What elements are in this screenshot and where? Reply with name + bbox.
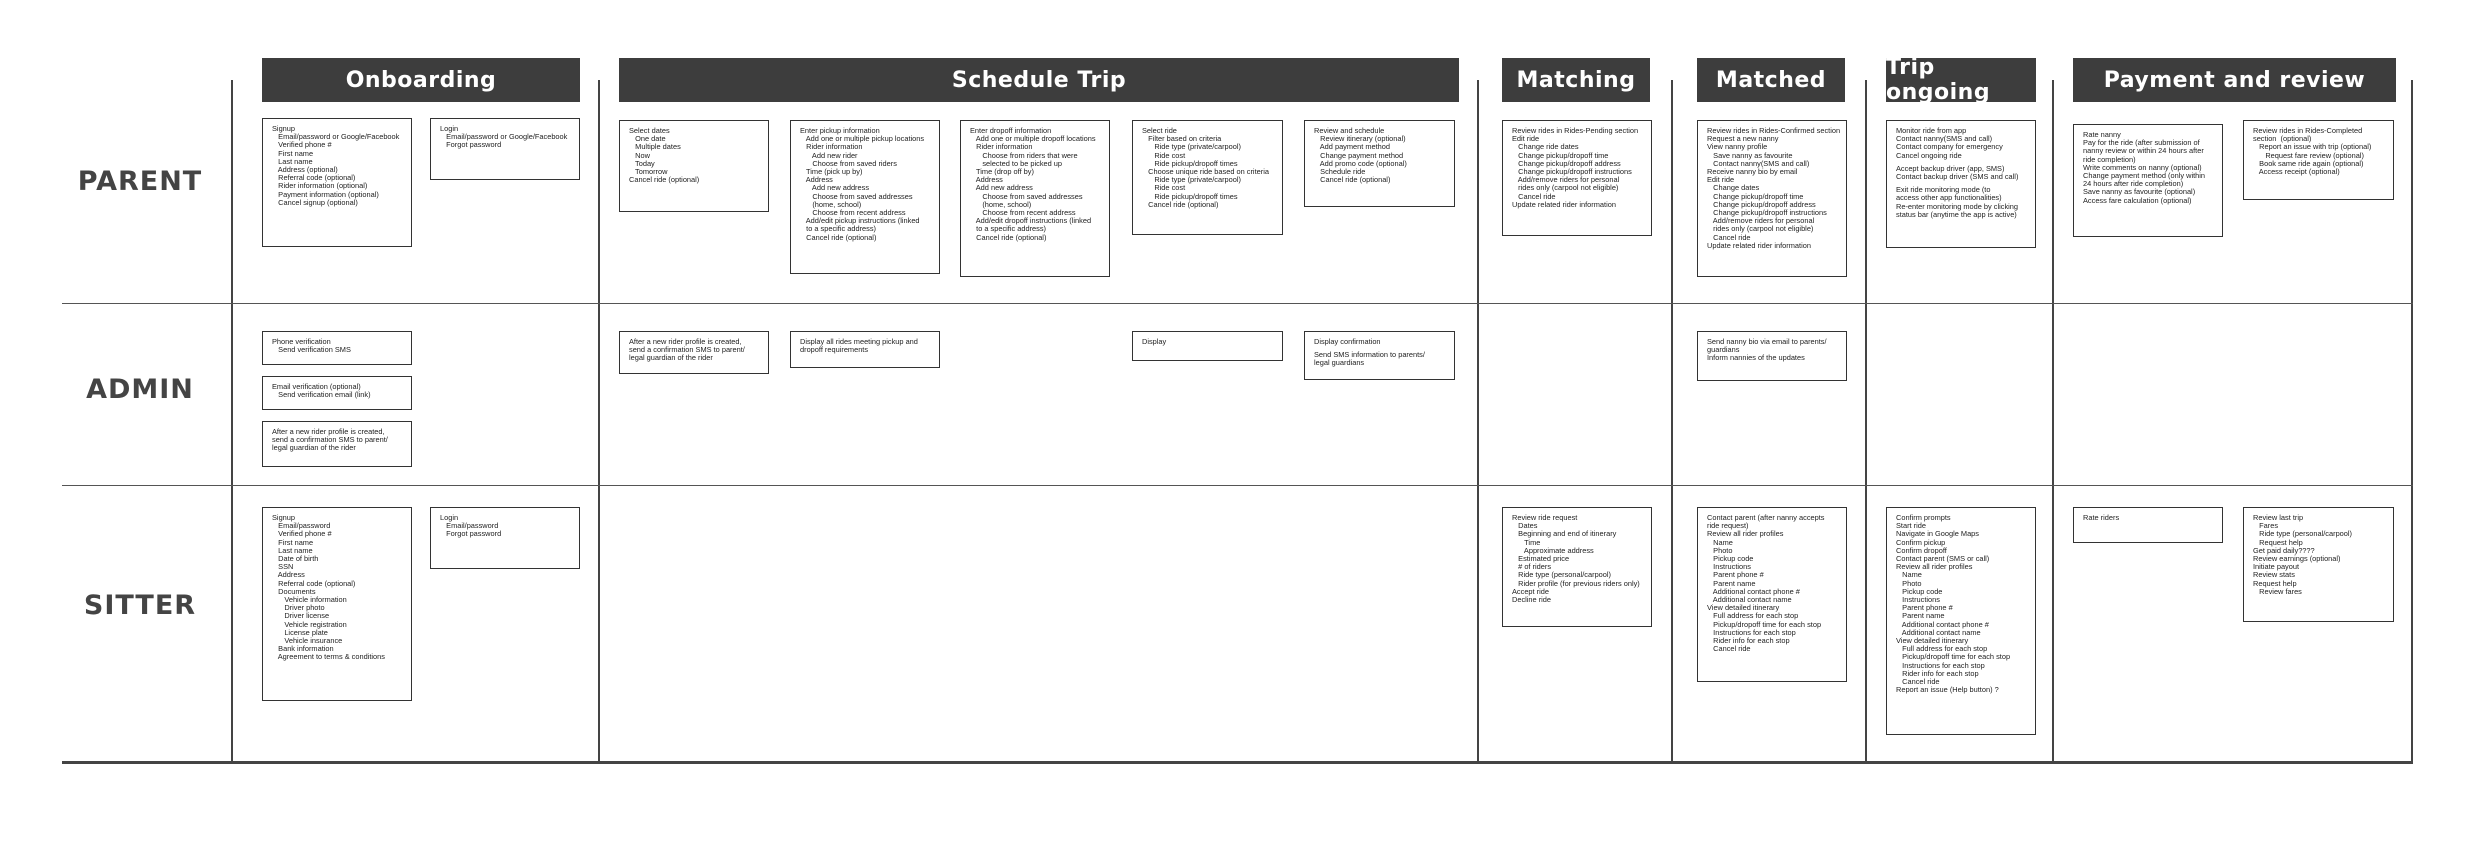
card-line: Cancel ride: [1896, 677, 1940, 687]
card-line: Rate nanny: [2083, 130, 2121, 139]
card-line: Review itinerary (optional): [1314, 134, 1406, 144]
card-line: Parent name: [1707, 578, 1756, 588]
card-line: Vehicle registration: [272, 619, 347, 629]
card-line: Pickup code: [1707, 554, 1754, 564]
grid-line: [62, 761, 2413, 764]
card-line: Cancel ride: [1512, 191, 1556, 201]
card-line: Send SMS information to parents/: [1314, 350, 1425, 360]
card-line: Full address for each stop: [1707, 611, 1799, 621]
card-line: 24 hours after ride completion): [2083, 179, 2184, 189]
card-line: Fares: [2253, 521, 2279, 531]
card-line: Navigate in Google Maps: [1896, 529, 1979, 539]
card-line: Monitor ride from app: [1896, 126, 1967, 135]
card-line: Today: [629, 158, 655, 168]
card-line: Cancel signup (optional): [272, 197, 358, 207]
card-line: Ride type (private/carpool): [1142, 175, 1241, 185]
card-line: Change ride dates: [1512, 142, 1579, 152]
grid-line: [62, 485, 2413, 486]
card-line: Initiate payout: [2253, 562, 2300, 572]
card-line: Rider information: [800, 142, 863, 152]
card-line: Ride cost: [1142, 150, 1186, 160]
card-line: Schedule ride: [1314, 167, 1366, 177]
card-line: Photo: [1707, 545, 1733, 555]
card-line: # of riders: [1512, 562, 1552, 572]
card-line: Dates: [1512, 521, 1538, 531]
header-onboarding: Onboarding: [262, 58, 580, 102]
card-line: Address: [800, 175, 833, 185]
card-line: Add new rider: [800, 150, 858, 160]
card-line: Driver license: [272, 611, 330, 621]
card-line: Referral code (optional): [272, 578, 356, 588]
card-line: Name: [1896, 570, 1922, 580]
card-line: Add/edit dropoff instructions (linked: [970, 216, 1092, 226]
card-line: Receive nanny bio by email: [1707, 167, 1798, 177]
card-line: Cancel ride (optional): [629, 175, 700, 185]
card-line: Review rides in Rides-Pending section: [1512, 126, 1639, 135]
card-line: Contact parent (after nanny accepts: [1707, 513, 1825, 522]
card-line: Time: [1512, 537, 1541, 547]
card-line: Rider information (optional): [272, 181, 368, 191]
card-line: Additional contact phone #: [1707, 586, 1800, 596]
card-line: Display: [1142, 337, 1167, 346]
card-line: Add one or multiple pickup locations: [800, 134, 925, 144]
card-line: status bar (anytime the app is active): [1896, 209, 2017, 219]
card-line: Cancel ride: [1707, 644, 1751, 654]
card-line: Add/edit pickup instructions (linked: [800, 216, 920, 226]
header-schedule-trip: Schedule Trip: [619, 58, 1459, 102]
card-line: Re-enter monitoring mode by clicking: [1896, 201, 2018, 211]
card-line: dropoff requirements: [800, 345, 869, 355]
card-line: Cancel ride (optional): [1314, 175, 1391, 185]
card-line: selected to be picked up: [970, 158, 1063, 168]
grid-line: [598, 80, 600, 762]
card-line: Confirm dropoff: [1896, 545, 1947, 555]
card-line: send a confirmation SMS to parent/: [629, 345, 745, 355]
card-line: Select dates: [629, 126, 670, 135]
card-line: legal guardians: [1314, 358, 1365, 368]
card-line: Instructions: [1896, 595, 1940, 605]
card-line: Driver photo: [272, 603, 325, 613]
admin-rider-profile-card: [262, 421, 412, 467]
card-line: Last name: [272, 545, 313, 555]
card-line: Review fares: [2253, 586, 2302, 596]
card-line: First name: [272, 537, 314, 547]
card-line: Send verification SMS: [272, 345, 351, 355]
parent-pickup-card: [790, 120, 940, 274]
card-line: Add/remove riders for personal: [1707, 216, 1815, 226]
card-line: After a new rider profile is created,: [629, 337, 742, 346]
parent-matched-card: [1697, 120, 1847, 277]
grid-line: [1865, 80, 1867, 762]
card-line: access other app functionalities): [1896, 193, 2002, 203]
card-line: Time (pick up by): [800, 167, 863, 177]
card-line: Cancel ride: [1707, 232, 1751, 242]
parent-matching-card: [1502, 120, 1652, 236]
card-line: Email/password or Google/Facebook: [440, 132, 568, 142]
card-line: Inform nannies of the updates: [1707, 353, 1805, 363]
card-line: Write comments on nanny (optional): [2083, 162, 2202, 172]
card-line: Multiple dates: [629, 142, 681, 152]
card-line: Change pickup/dropoff time: [1707, 191, 1804, 201]
card-line: Rider info for each stop: [1707, 636, 1790, 646]
card-line: Cancel ride (optional): [800, 232, 877, 242]
card-line: Cancel ride (optional): [1142, 199, 1219, 209]
card-line: Verified phone #: [272, 140, 332, 150]
card-line: Signup: [272, 124, 296, 133]
card-line: Add one or multiple dropoff locations: [970, 134, 1096, 144]
card-line: Review stats: [2253, 570, 2295, 580]
card-line: Referral code (optional): [272, 173, 356, 183]
card-line: Now: [629, 150, 650, 160]
grid-line: [1477, 80, 1479, 762]
card-line: Vehicle information: [272, 595, 347, 605]
card-line: Enter pickup information: [800, 126, 880, 135]
card-line: Book same ride again (optional): [2253, 158, 2364, 168]
card-line: legal guardian of the rider: [272, 443, 356, 453]
card-line: Payment information (optional): [272, 189, 379, 199]
card-line: (home, school): [800, 199, 862, 209]
sitter-matching-card: [1502, 507, 1652, 627]
card-line: Request a new nanny: [1707, 134, 1779, 144]
card-line: Accept ride: [1512, 586, 1549, 596]
card-line: Forgot password: [440, 529, 502, 539]
card-line: Access receipt (optional): [2253, 167, 2340, 177]
card-line: Enter dropoff information: [970, 126, 1052, 135]
admin-display-rides-card: [790, 331, 940, 368]
card-line: Ride pickup/dropoff times: [1142, 158, 1238, 168]
card-line: License plate: [272, 627, 328, 637]
card-line: Accept backup driver (app, SMS): [1896, 163, 2005, 173]
sitter-matched-card: [1697, 507, 1847, 682]
card-line: Beginning and end of itinerary: [1512, 529, 1617, 539]
card-line: Verified phone #: [272, 529, 332, 539]
card-line: ride request): [1707, 521, 1749, 531]
card-line: send a confirmation SMS to parent/: [272, 435, 388, 445]
card-line: Review all rider profiles: [1707, 529, 1784, 539]
card-line: Edit ride: [1512, 134, 1540, 144]
card-line: Rider info for each stop: [1896, 668, 1979, 678]
card-line: View detailed itinerary: [1707, 603, 1780, 613]
card-line: rides only (carpool not eligible): [1707, 224, 1814, 234]
card-line: Rate riders: [2083, 513, 2120, 522]
card-line: Update related rider information: [1512, 199, 1616, 209]
card-line: Choose unique ride based on criteria: [1142, 167, 1269, 177]
card-line: Address: [272, 570, 305, 580]
card-line: Email/password: [272, 521, 331, 531]
card-line: Parent phone #: [1707, 570, 1764, 580]
card-line: Change payment method (only within: [2083, 171, 2206, 181]
sitter-review-trip-card: [2243, 507, 2394, 622]
row-label-parent: PARENT: [77, 166, 203, 197]
card-line: Send verification email (link): [272, 390, 371, 400]
card-line: Agreement to terms & conditions: [272, 652, 385, 662]
card-line: Vehicle insurance: [272, 636, 343, 646]
card-line: Choose from saved addresses: [800, 191, 913, 201]
card-line: Ride type (personal/carpool): [1512, 570, 1612, 580]
card-line: Display all rides meeting pickup and: [800, 337, 918, 346]
card-line: Date of birth: [272, 554, 319, 564]
card-line: (home, school): [970, 199, 1032, 209]
card-line: Photo: [1896, 578, 1922, 588]
card-line: Tomorrow: [629, 167, 668, 177]
parent-dropoff-card: [960, 120, 1110, 277]
card-line: nanny review or within 24 hours after: [2083, 146, 2204, 156]
row-label-admin: ADMIN: [86, 374, 194, 405]
header-matched: Matched: [1697, 58, 1845, 102]
header-trip-ongoing: Trip ongoing: [1886, 58, 2036, 102]
card-line: Change pickup/dropoff time: [1512, 150, 1609, 160]
card-line: Update related rider information: [1707, 240, 1811, 250]
parent-select-ride-card: [1132, 120, 1283, 235]
card-line: Instructions for each stop: [1896, 660, 1985, 670]
card-line: Instructions: [1707, 562, 1751, 572]
card-line: Full address for each stop: [1896, 644, 1988, 654]
card-line: Name: [1707, 537, 1733, 547]
card-line: Ride type (personal/carpool): [2253, 529, 2353, 539]
card-line: Add new address: [970, 183, 1033, 193]
card-line: Approximate address: [1512, 545, 1594, 555]
card-line: legal guardian of the rider: [629, 353, 713, 363]
card-line: Instructions for each stop: [1707, 627, 1796, 637]
card-line: Address: [970, 175, 1003, 185]
sitter-login-card: [430, 507, 580, 569]
card-line: Pickup/dropoff time for each stop: [1896, 652, 2011, 662]
card-line: Address (optional): [272, 165, 338, 175]
card-line: Cancel ongoing ride: [1896, 150, 1962, 160]
card-line: Ride type (private/carpool): [1142, 142, 1241, 152]
card-line: Signup: [272, 513, 296, 522]
card-line: Choose from saved riders: [800, 158, 897, 168]
card-line: Review rides in Rides-Confirmed section: [1707, 126, 1841, 135]
parent-completed-rides-card: [2243, 120, 2394, 200]
parent-review-schedule-card: [1304, 120, 1455, 207]
card-line: Edit ride: [1707, 175, 1735, 185]
card-line: Additional contact name: [1896, 627, 1981, 637]
card-line: Request help: [2253, 578, 2297, 588]
card-line: Parent phone #: [1896, 603, 1953, 613]
card-line: Add/remove riders for personal: [1512, 175, 1620, 185]
card-line: Time (drop off by): [970, 167, 1034, 177]
grid-line: [231, 80, 233, 762]
card-line: Review earnings (optional): [2253, 554, 2341, 564]
card-line: Pay for the ride (after submission of: [2083, 138, 2200, 148]
card-line: Report an issue with trip (optional): [2253, 142, 2372, 152]
card-line: Change pickup/dropoff instructions: [1707, 208, 1827, 218]
card-line: Contact backup driver (SMS and call): [1896, 172, 2019, 182]
card-line: Phone verification: [272, 337, 331, 346]
header-matching: Matching: [1502, 58, 1650, 102]
card-line: Get paid daily????: [2253, 545, 2315, 555]
card-line: Send nanny bio via email to parents/: [1707, 337, 1827, 346]
card-line: Change dates: [1707, 183, 1760, 193]
card-line: Review rides in Rides-Completed: [2253, 126, 2363, 135]
card-line: Exit ride monitoring mode (to: [1896, 185, 1991, 195]
parent-login-card: [430, 118, 580, 180]
card-line: rides only (carpool not eligible): [1512, 183, 1619, 193]
card-line: Login: [440, 513, 459, 522]
card-line: Contact company for emergency: [1896, 142, 2003, 152]
parent-rate-nanny-card: [2073, 124, 2223, 237]
card-line: Contact nanny(SMS and call): [1896, 134, 1993, 144]
card-line: Email/password: [440, 521, 499, 531]
card-line: Rider information: [970, 142, 1033, 152]
card-line: Rider profile (for previous riders only): [1512, 578, 1640, 588]
card-line: ride completion): [2083, 154, 2136, 164]
card-line: Documents: [272, 586, 316, 596]
card-line: to a specific address): [970, 224, 1046, 234]
card-line: After a new rider profile is created,: [272, 427, 385, 436]
card-line: guardians: [1707, 345, 1740, 355]
header-payment-review: Payment and review: [2073, 58, 2396, 102]
card-line: Request help: [2253, 537, 2303, 547]
card-line: Confirm pickup: [1896, 537, 1946, 547]
card-line: Choose from saved addresses: [970, 191, 1083, 201]
card-line: Review and schedule: [1314, 126, 1385, 135]
card-line: Additional contact name: [1707, 595, 1792, 605]
card-line: Login: [440, 124, 459, 133]
card-line: Bank information: [272, 644, 334, 654]
card-line: Save nanny as favourite: [1707, 150, 1793, 160]
card-line: Pickup/dropoff time for each stop: [1707, 619, 1822, 629]
card-line: View detailed itinerary: [1896, 636, 1969, 646]
grid-line: [62, 303, 2413, 304]
card-line: One date: [629, 134, 666, 144]
card-line: Cancel ride (optional): [970, 232, 1047, 242]
card-line: section (optional): [2253, 134, 2312, 144]
sitter-signup-card: [262, 507, 412, 701]
card-line: Add promo code (optional): [1314, 158, 1407, 168]
row-label-sitter: SITTER: [83, 590, 197, 621]
admin-display-card: [1132, 331, 1283, 361]
card-line: Ride cost: [1142, 183, 1186, 193]
sitter-rate-riders-card: [2073, 507, 2223, 543]
parent-signup-card: [262, 118, 412, 247]
card-line: Last name: [272, 156, 313, 166]
card-line: Report an issue (Help button) ?: [1896, 685, 1999, 695]
admin-rider-profile-schedule-card: [619, 331, 769, 374]
card-line: Add payment method: [1314, 142, 1391, 152]
card-line: Select ride: [1142, 126, 1177, 135]
card-line: View nanny profile: [1707, 142, 1768, 152]
card-line: Change pickup/dropoff instructions: [1512, 167, 1632, 177]
card-line: Pickup code: [1896, 586, 1943, 596]
grid-line: [2411, 80, 2413, 762]
card-line: Decline ride: [1512, 595, 1552, 605]
card-line: Email verification (optional): [272, 382, 361, 391]
card-line: Access fare calculation (optional): [2083, 195, 2192, 205]
grid-line: [1671, 80, 1673, 762]
grid-line: [2052, 80, 2054, 762]
admin-display-confirmation-card: [1304, 331, 1455, 380]
card-line: Parent name: [1896, 611, 1945, 621]
card-line: Change pickup/dropoff address: [1707, 199, 1816, 209]
admin-email-verification-card: [262, 376, 412, 410]
card-line: SSN: [272, 562, 294, 572]
card-line: Add new address: [800, 183, 870, 193]
card-line: Confirm prompts: [1896, 513, 1951, 522]
card-line: Display confirmation: [1314, 337, 1381, 346]
card-line: First name: [272, 148, 314, 158]
card-line: Choose from riders that were: [970, 150, 1078, 160]
card-line: Review last trip: [2253, 513, 2304, 522]
card-line: Filter based on criteria: [1142, 134, 1222, 144]
card-line: Contact nanny(SMS and call): [1707, 158, 1810, 168]
card-line: Change pickup/dropoff address: [1512, 158, 1621, 168]
card-line: Choose from recent address: [970, 208, 1076, 218]
parent-ongoing-card: [1886, 120, 2036, 248]
card-line: Change payment method: [1314, 150, 1404, 160]
card-line: Save nanny as favourite (optional): [2083, 187, 2196, 197]
card-line: Request fare review (optional): [2253, 150, 2364, 160]
card-line: Review all rider profiles: [1896, 562, 1973, 572]
parent-select-dates-card: [619, 120, 769, 212]
card-line: Review ride request: [1512, 513, 1578, 522]
card-line: Estimated price: [1512, 554, 1570, 564]
card-line: to a specific address): [800, 224, 876, 234]
card-line: Contact parent (SMS or call): [1896, 554, 1990, 564]
admin-nanny-bio-card: [1697, 331, 1847, 381]
card-line: Email/password or Google/Facebook: [272, 132, 400, 142]
card-line: Start ride: [1896, 521, 1926, 531]
card-line: Forgot password: [440, 140, 502, 150]
sitter-ongoing-card: [1886, 507, 2036, 735]
card-line: Ride pickup/dropoff times: [1142, 191, 1238, 201]
card-line: Choose from recent address: [800, 208, 906, 218]
admin-phone-verification-card: [262, 331, 412, 365]
card-line: Additional contact phone #: [1896, 619, 1989, 629]
